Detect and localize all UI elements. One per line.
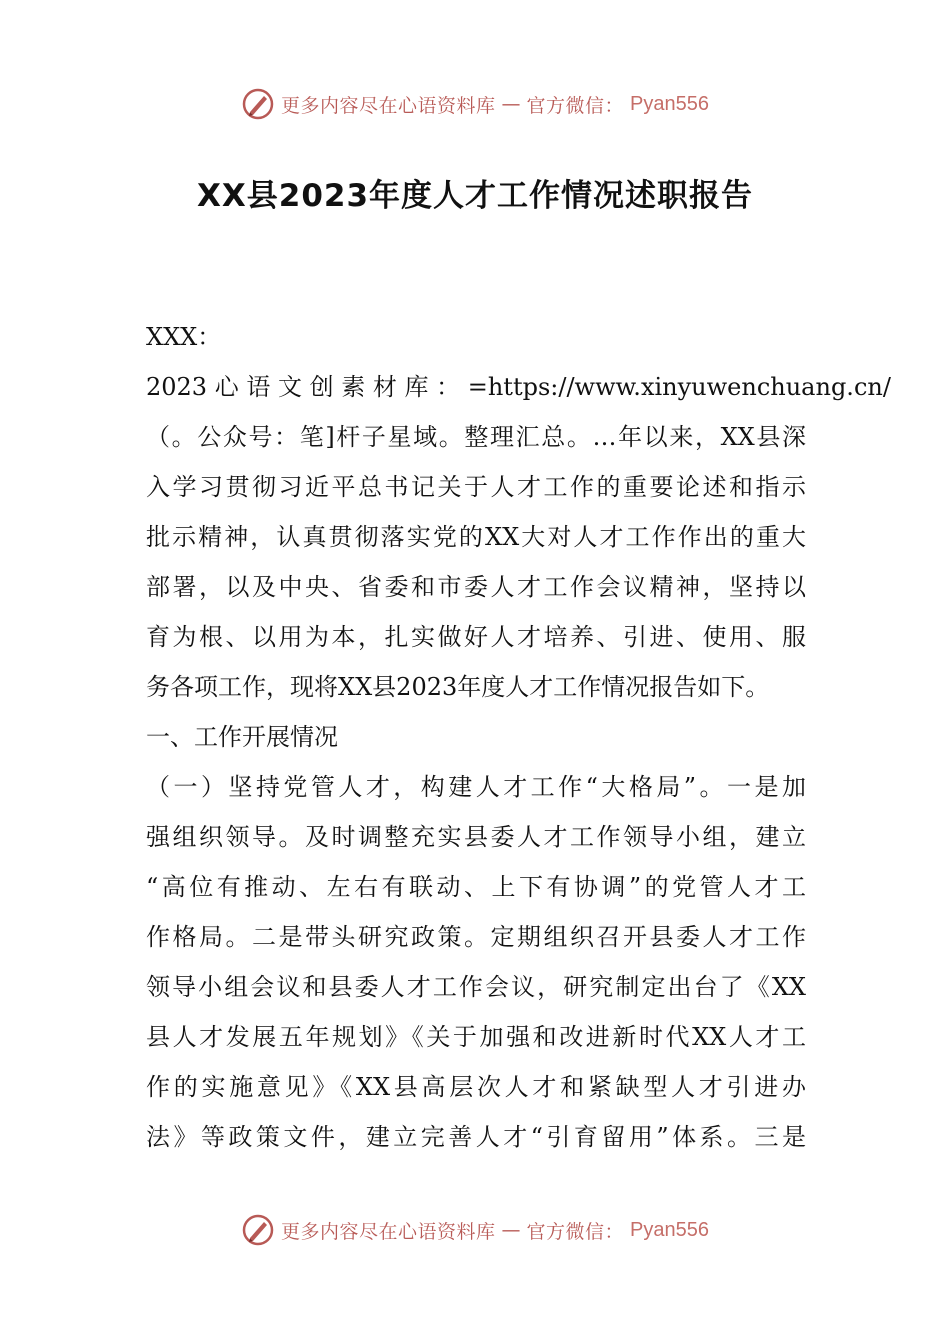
pen-logo-icon <box>241 1213 275 1247</box>
section-heading: 一、工作开展情况 <box>146 723 338 751</box>
body-line: （一）坚持党管人才，构建人才工作“大格局”。一是加 <box>146 773 806 801</box>
watermark-separator: — <box>501 1219 521 1241</box>
body-line: 法》等政策文件，建立完善人才“引育留用”体系。三是 <box>146 1123 806 1151</box>
body-line: 作的实施意见》《XX县高层次人才和紧缺型人才引进办 <box>146 1073 806 1101</box>
body-line: 部署，以及中央、省委和市委人才工作会议精神，坚持以 <box>146 573 806 601</box>
watermark-contact: 官方微信： <box>526 94 625 117</box>
salutation: XXX： <box>146 323 222 351</box>
document-body <box>146 312 891 1162</box>
pen-logo-icon <box>241 87 275 121</box>
document-title: XX县2023年度人才工作情况述职报告 <box>196 178 754 214</box>
body-line: 育为根、以用为本，扎实做好人才培养、引进、使用、服 <box>146 623 806 651</box>
body-line: 入学习贯彻习近平总书记关于人才工作的重要论述和指示 <box>146 473 806 501</box>
body-line: 强组织领导。及时调整充实县委人才工作领导小组，建立 <box>146 823 806 851</box>
watermark-separator: — <box>501 93 521 115</box>
body-line: （。公众号：笔]杆子星域。整理汇总。…年以来，XX县深 <box>146 423 806 451</box>
body-line: 县人才发展五年规划》《关于加强和改进新时代XX人才工 <box>146 1023 806 1051</box>
body-line: 批示精神，认真贯彻落实党的XX大对人才工作作出的重大 <box>146 523 806 551</box>
body-line: 领导小组会议和县委人才工作会议，研究制定出台了《XX <box>146 973 806 1001</box>
header-watermark <box>0 84 950 124</box>
body-line: “高位有推动、左右有联动、上下有协调”的党管人才工 <box>146 873 806 901</box>
body-line: 2023 心 语 文 创 素 材 库 ： =https://www.xinyuwenchuang.cn/ <box>146 373 891 401</box>
watermark-text: 更多内容尽在心语资料库 <box>281 1220 496 1243</box>
watermark-contact: 官方微信： <box>526 1220 625 1243</box>
body-line: 作格局。二是带头研究政策。定期组织召开县委人才工作 <box>146 923 806 951</box>
watermark-id: Pyan556 <box>630 92 709 115</box>
footer-watermark <box>0 1210 950 1250</box>
watermark-id: Pyan556 <box>630 1218 709 1241</box>
watermark-text: 更多内容尽在心语资料库 <box>281 94 496 117</box>
body-line: 务各项工作，现将XX县2023年度人才工作情况报告如下。 <box>146 673 770 701</box>
